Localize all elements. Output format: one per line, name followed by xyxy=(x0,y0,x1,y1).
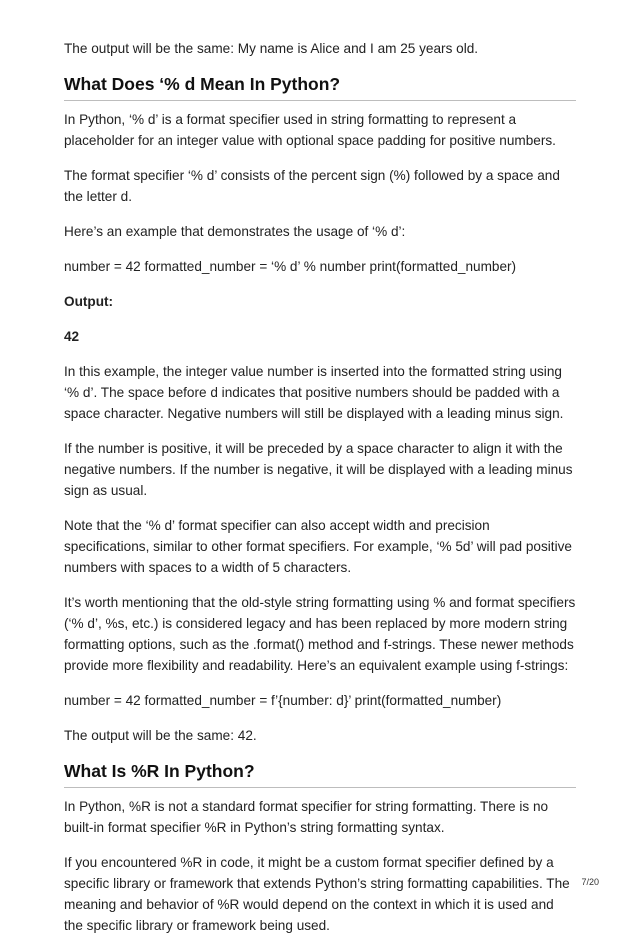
paragraph-percent-r-custom: If you encountered %R in code, it might be a custom format specifier defined by a specific library or framework that extends Python’s string formatting capabilities. The meaning and behavior of %R would depend on the context in which it is used and the specific library or framework being used. xyxy=(64,855,570,933)
document-body xyxy=(64,38,576,950)
section-heading-percent-r: What Is %R In Python? xyxy=(64,760,576,788)
page-number: 7/20 xyxy=(581,877,599,887)
paragraph-legacy-formatting: It’s worth mentioning that the old-style string formatting using % and format specifiers (‘% d’, %s, etc.) is considered legacy and has been replaced by more modern string formatting options, such as the .format() method and f-strings. These newer methods provide more flexibility and readability. Here’s an equivalent example using f-strings: xyxy=(64,595,576,673)
paragraph-positive-negative: If the number is positive, it will be preceded by a space character to align it with the negative numbers. If the number is negative, it will be displayed with a leading minus sign as usual. xyxy=(64,441,573,498)
paragraph-percent-d-intro: In Python, ‘% d’ is a format specifier used in string formatting to represent a placeholder for an integer value with optional space padding for positive numbers. xyxy=(64,112,556,148)
code-example-percent-d: number = 42 formatted_number = ‘% d’ % number print(formatted_number) xyxy=(64,259,517,274)
code-example-fstring: number = 42 formatted_number = f’{number: d}’ print(formatted_number) xyxy=(64,693,502,708)
output-value: 42 xyxy=(64,329,80,344)
paragraph-example-intro: Here’s an example that demonstrates the usage of ‘% d’: xyxy=(64,224,406,239)
output-label: Output: xyxy=(64,294,114,309)
paragraph-format-specifier: The format specifier ‘% d’ consists of the percent sign (%) followed by a space and the letter d. xyxy=(64,168,560,204)
paragraph-output-alice: The output will be the same: My name is Alice and I am 25 years old. xyxy=(64,41,479,56)
paragraph-width-precision: Note that the ‘% d’ format specifier can also accept width and precision specifications, similar to other format specifiers. For example, ‘% 5d’ will pad positive numbers with spaces to a width of 5 characters. xyxy=(64,518,572,575)
paragraph-percent-r-intro: In Python, %R is not a standard format specifier for string formatting. There is no built-in format specifier %R in Python’s string formatting syntax. xyxy=(64,799,549,835)
paragraph-output-42: The output will be the same: 42. xyxy=(64,728,257,743)
paragraph-example-explanation: In this example, the integer value number is inserted into the formatted string using ‘% d’. The space before d indicates that positive numbers should be padded with a space character. Negative numbers will still be displayed with a leading minus sign. xyxy=(64,364,564,421)
section-heading-percent-d: What Does ‘% d Mean In Python? xyxy=(64,73,576,101)
